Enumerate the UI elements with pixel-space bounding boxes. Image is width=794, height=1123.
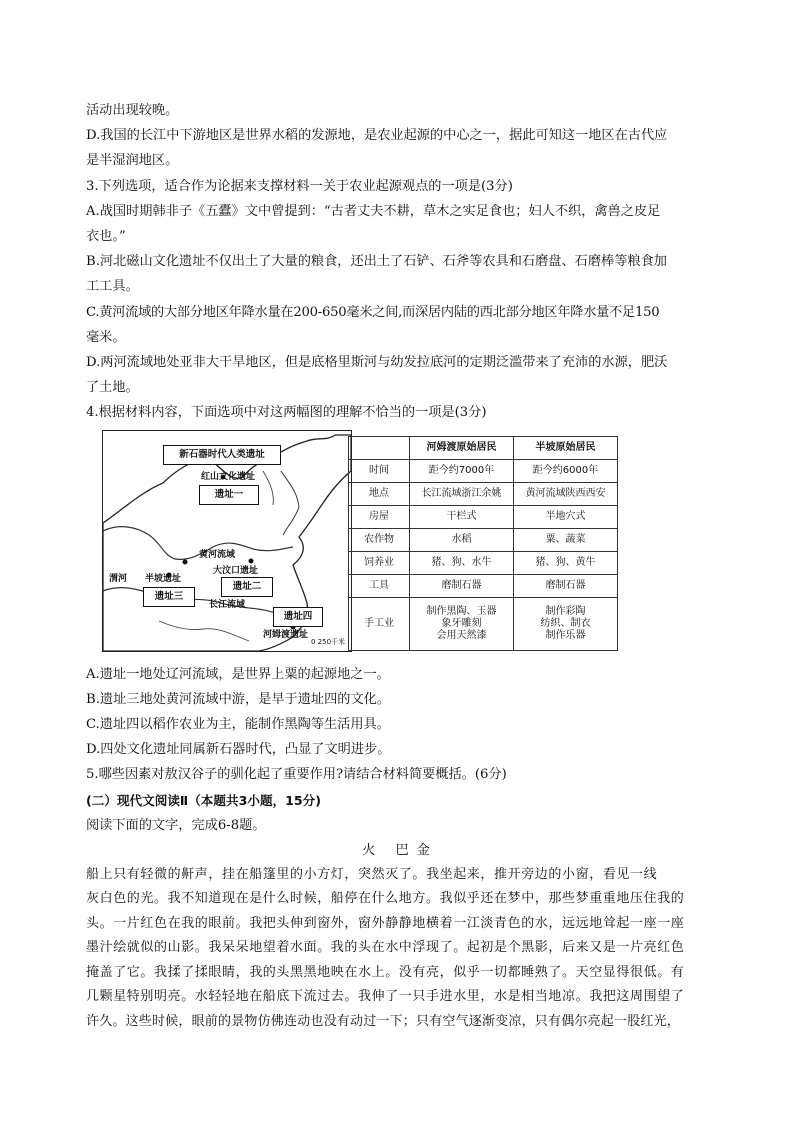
table-cell: 水稻 [410, 528, 514, 551]
wei-label: 渭河 [109, 573, 128, 584]
question-3: 3.下列选项，适合作为论据来支撑材料一关于农业起源观点的一项是(3分) [86, 178, 513, 194]
text-line: 了土地。 [86, 380, 139, 396]
text-line: 工工具。 [86, 279, 139, 295]
question-5: 5.哪些因素对敖汉谷子的驯化起了重要作用?请结合材料简要概括。(6分) [86, 767, 507, 783]
text-line: 活动出现较晚。 [86, 103, 179, 118]
huanghe-label: 黄河流域 [199, 549, 236, 560]
table-row [349, 528, 618, 551]
essay-body [86, 863, 714, 1034]
table-row [349, 482, 618, 505]
site-2-box: 遗址二 [221, 577, 273, 597]
exam-page [86, 98, 714, 1034]
table-cell: 长江流域浙江余姚 [410, 482, 514, 505]
question-4: 4.根据材料内容，下面选项中对这两幅图的理解不恰当的一项是(3分) [86, 405, 487, 421]
text-line: A.战国时期韩非子《五蠹》文中曾提到：“古者丈夫不耕，草木之实足食也；妇人不织，禽兽之皮足 [86, 203, 661, 219]
prose-line: 几颗星特别明亮。水轻轻地在船底下流过去。我伸了一只手进水里，水是相当地凉。我把这周围望了 [86, 989, 685, 1005]
prose-line: 船上只有轻微的鼾声，挂在船篷里的小方灯，突然灭了。我坐起来，推开旁边的小窗，看见一线 [86, 867, 658, 883]
table-cell: 农作物 [349, 528, 410, 551]
prose-line: 灰白色的光。我不知道现在是什么时候，船停在什么地方。我似乎还在梦中，那些梦重重地压住我的 [86, 891, 685, 907]
banpo-label: 半坡遗址 [145, 573, 182, 584]
map-title: 新石器时代人类遗址 [163, 445, 281, 465]
table-cell: 粟、蔬菜 [514, 528, 618, 551]
comparison-table [348, 436, 618, 651]
table-cell: 黄河流域陕西西安 [514, 482, 618, 505]
prose-line: 墨汁绘就似的山影。我呆呆地望着水面。我的头在水中浮现了。起初是个黑影，后来又是一片亮红色 [86, 940, 685, 956]
prose-line: 头。一片红色在我的眼前。我把头伸到窗外，窗外静静地横着一江淡青色的水，远远地耸起一座一座 [86, 915, 685, 931]
site-1-box: 遗址一 [199, 485, 259, 505]
table-header-cell [349, 436, 410, 459]
table-cell: 猪、狗、水牛 [410, 551, 514, 574]
craft-line: 制作乐器 [545, 629, 586, 641]
craft-line: 会用天然漆 [436, 629, 487, 641]
changjiang-label: 长江流域 [209, 599, 246, 610]
figures [86, 430, 714, 660]
option-a: A.遗址一地处辽河流域，是世界上粟的起源地之一。 [86, 666, 390, 682]
option-b: B.遗址三地处黄河流域中游，是早于遗址四的文化。 [86, 691, 391, 707]
table-cell: 半地穴式 [514, 505, 618, 528]
table-header-row [349, 436, 618, 459]
instruction: 阅读下面的文字，完成6-8题。 [86, 817, 266, 833]
craft-line: 制作黑陶、玉器 [426, 605, 497, 617]
table-cell: 工具 [349, 574, 410, 597]
essay-title: 火 巴金 [362, 843, 438, 859]
table-row [349, 574, 618, 597]
text-line: 毫米。 [86, 329, 126, 345]
table-row [349, 551, 618, 574]
table-cell-crafts-a [410, 597, 514, 650]
prose-line: 许久。这些时候，眼前的景物仿佛连动也没有动过一下；只有空气逐渐变凉，只有偶尔亮起一股红光， [86, 1013, 681, 1029]
table-row [349, 459, 618, 482]
hongshan-label: 红山文化遗址 [201, 471, 256, 482]
table-cell: 干栏式 [410, 505, 514, 528]
site-3-box: 遗址三 [143, 587, 195, 607]
prose-line: 掩盖了它。我揉了揉眼睛，我的头黑黑地映在水上。没有亮，似乎一切都睡熟了。天空显得很低。有 [86, 964, 685, 980]
dawenkou-label: 大汶口遗址 [213, 565, 259, 576]
text-line: D.我国的长江中下游地区是世界水稻的发源地，是农业起源的中心之一，据此可知这一地区在古代应 [86, 128, 668, 144]
hemudu-label: 河姆渡遗址 [263, 629, 309, 640]
option-d: D.四处文化遗址同属新石器时代，凸显了文明进步。 [86, 742, 391, 758]
craft-line: 纺织、制衣 [540, 617, 591, 629]
table-cell: 手工业 [349, 597, 410, 650]
table-cell: 房屋 [349, 505, 410, 528]
scale-label: 0 250千米 [311, 637, 346, 646]
table-row-crafts [349, 597, 618, 650]
table-cell: 距今约6000年 [514, 459, 618, 482]
section-heading: (二）现代文阅读Ⅱ（本题共3小题，15分) [86, 792, 322, 808]
table-cell: 磨制石器 [410, 574, 514, 597]
table-header-cell: 河姆渡原始居民 [410, 436, 514, 459]
text-line: D.两河流域地处亚非大干旱地区，但是底格里斯河与幼发拉底河的定期泛滥带来了充沛的水源，肥沃 [86, 355, 668, 371]
table-cell-crafts-b [514, 597, 618, 650]
table-cell: 磨制石器 [514, 574, 618, 597]
site-map [102, 430, 352, 652]
table-cell: 猪、狗、黄牛 [514, 551, 618, 574]
text-line: B.河北磁山文化遗址不仅出土了大量的粮食，还出土了石铲、石斧等农具和石磨盘、石磨棒等粮食加 [86, 254, 667, 270]
table-cell: 饲养业 [349, 551, 410, 574]
table-header-cell: 半坡原始居民 [514, 436, 618, 459]
top-block [86, 98, 714, 426]
site-4-box: 遗址四 [273, 607, 323, 627]
table-cell: 地点 [349, 482, 410, 505]
text-line: 衣也。” [86, 229, 126, 245]
table-row [349, 505, 618, 528]
table-cell: 距今约7000年 [410, 459, 514, 482]
text-line: 是半湿润地区。 [86, 153, 179, 169]
table-cell: 时间 [349, 459, 410, 482]
option-c: C.遗址四以稻作农业为主，能制作黑陶等生活用具。 [86, 717, 390, 733]
craft-line: 制作彩陶 [545, 605, 586, 617]
text-line: C.黄河流域的大部分地区年降水量在200-650毫米之间,而深居内陆的西北部分地区年降水量不足150 [86, 304, 660, 320]
mid-block [86, 662, 714, 838]
craft-line: 象牙雕刻 [441, 617, 482, 629]
